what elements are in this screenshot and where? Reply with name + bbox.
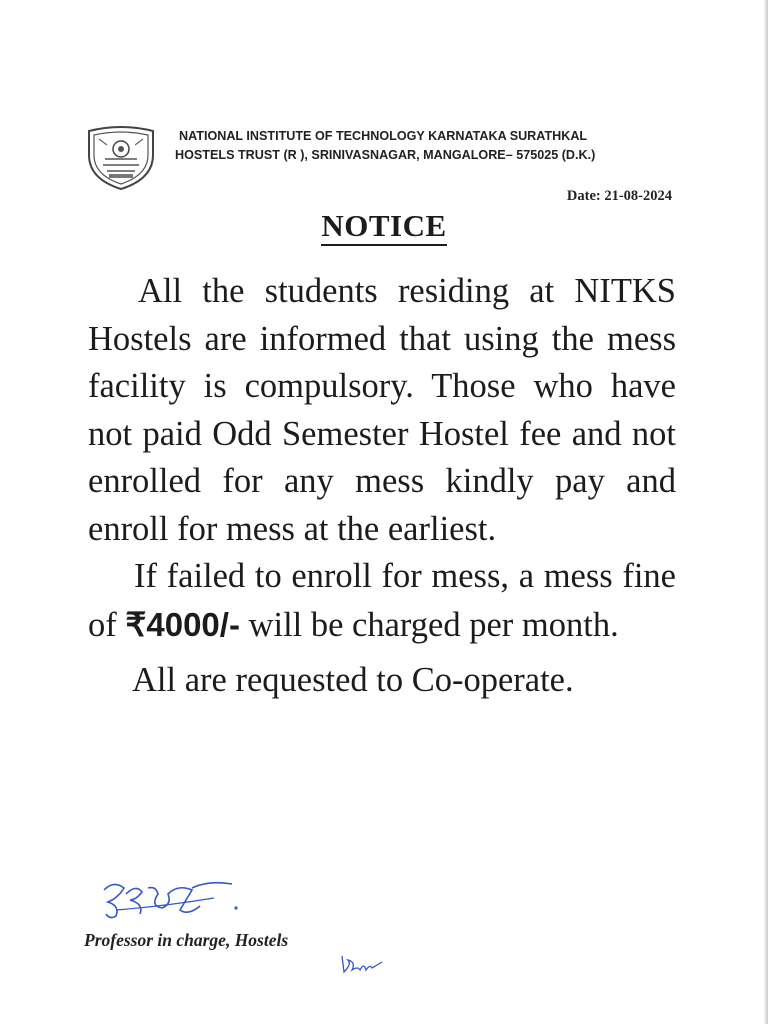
handwritten-signature bbox=[96, 876, 246, 926]
notice-paragraph-1: All the students residing at NITKS Hostels are informed that using the mess facility is compulsory. Those who have not paid Odd Semester Hostel fee and not enrolled for any mess kindly pay and enroll for mess at the earliest. bbox=[88, 272, 676, 548]
notice-body bbox=[88, 268, 676, 705]
letterhead bbox=[85, 125, 695, 195]
fine-text-before: If failed to enroll for mess, a mess fine of bbox=[88, 557, 676, 644]
notice-paragraph-3: All are requested to Co-operate. bbox=[132, 661, 574, 699]
notice-title bbox=[0, 208, 768, 244]
institute-emblem-icon bbox=[85, 125, 157, 191]
notice-date: Date: 21-08-2024 bbox=[566, 188, 672, 204]
fine-text-after: will be charged per month. bbox=[239, 605, 619, 644]
page-edge-shadow bbox=[764, 0, 768, 1024]
fine-amount: ₹4000/- bbox=[125, 605, 240, 643]
institute-name: NATIONAL INSTITUTE OF TECHNOLOGY KARNATAKA SURATHKAL bbox=[179, 129, 588, 143]
signatory-role: Professor in charge, Hostels bbox=[84, 930, 289, 950]
institute-address: HOSTELS TRUST (R ), SRINIVASNAGAR, MANGALORE– 575025 (D.K.) bbox=[175, 148, 596, 162]
notice-title-text: NOTICE bbox=[321, 208, 446, 246]
handwritten-initials bbox=[338, 952, 386, 976]
notice-paragraph-2 bbox=[88, 553, 676, 649]
